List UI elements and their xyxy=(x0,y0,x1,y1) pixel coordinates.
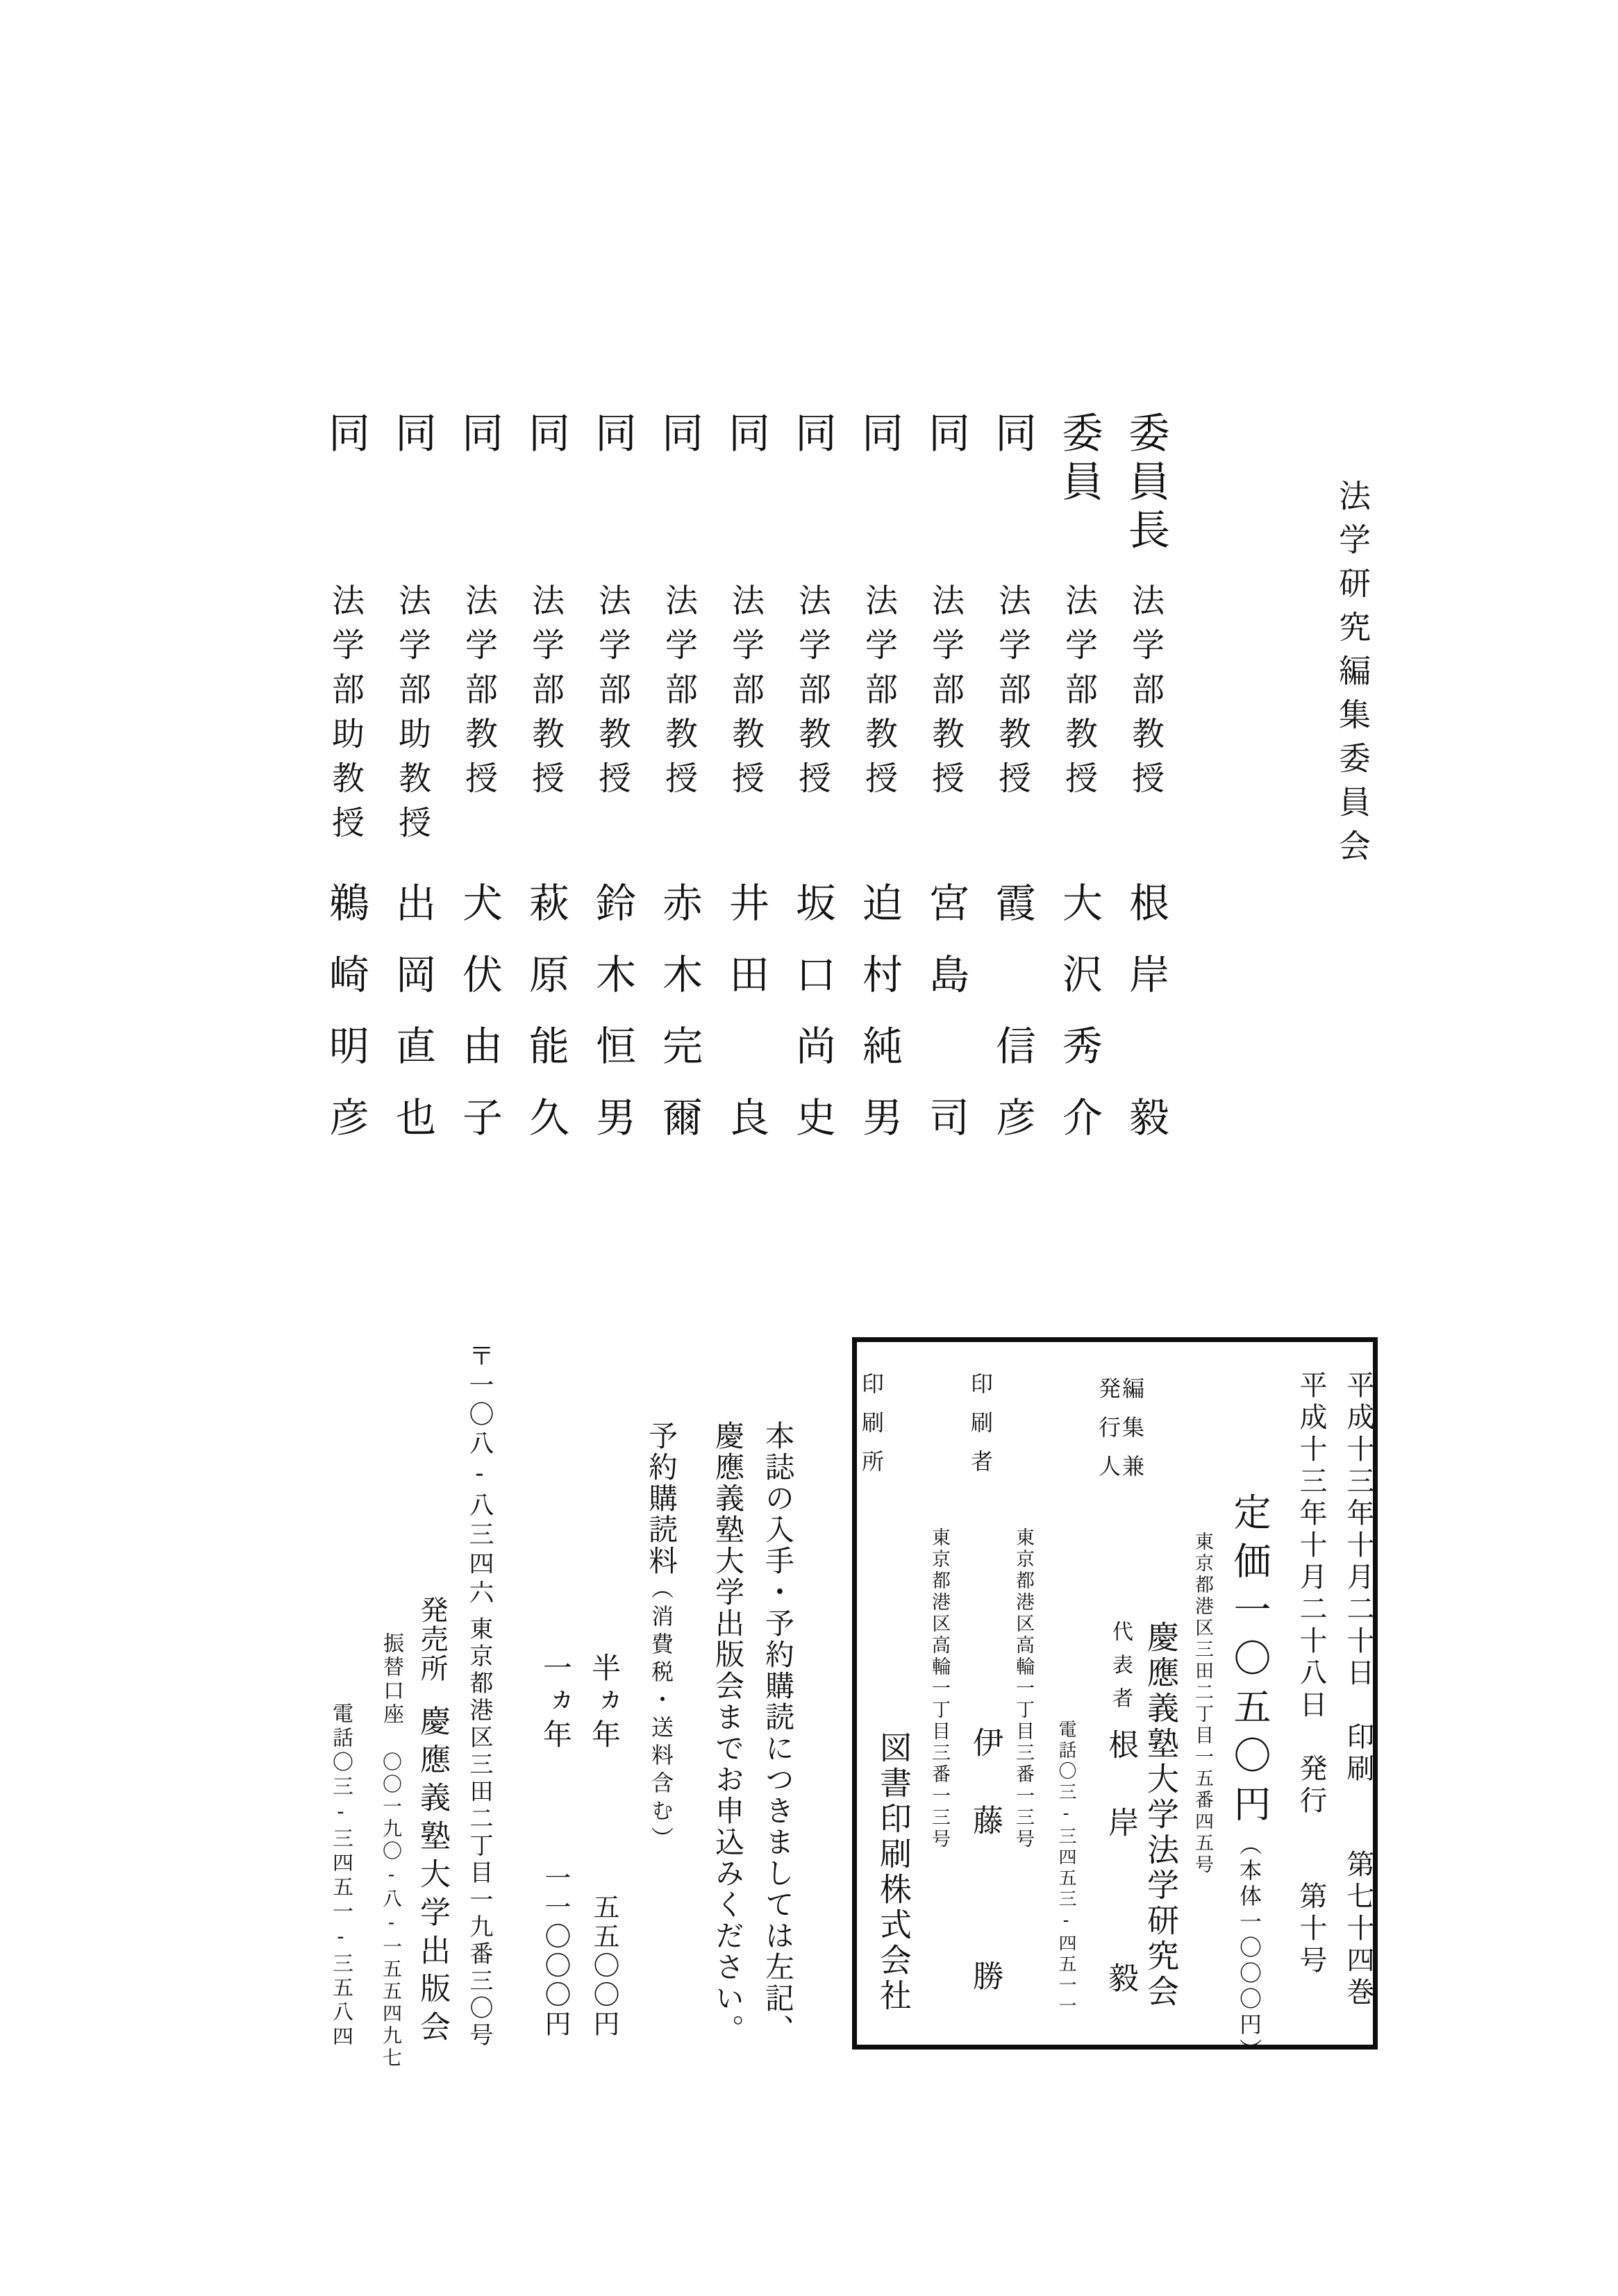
printer-address: 東京都港区高輪一丁目三番一三号 xyxy=(1012,1527,1034,1850)
publisher-address: 東京都港区三田二丁目一五番四五号 xyxy=(1192,1532,1213,1876)
committee-row-name: 根岸 毅 xyxy=(1122,882,1169,1168)
committee-row-label: 同 xyxy=(921,411,970,460)
committee-row-label: 委員長 xyxy=(1121,411,1170,557)
subscription-fee-label: 予約購読料 xyxy=(644,1421,678,1577)
price-line xyxy=(1228,1493,1271,2064)
seller-postal-code: 〒一〇八-八三四六 xyxy=(465,1343,494,1609)
committee-row-name: 坂口尚史 xyxy=(789,882,836,1168)
committee-row-label: 同 xyxy=(322,411,370,460)
subscription-note-line1: 本誌の入手・予約購読につきましては左記、 xyxy=(761,1421,795,2045)
committee-row-label: 同 xyxy=(722,411,770,460)
publisher-phone: 電話〇三-三四五三-四五一一 xyxy=(1056,1720,1076,2017)
half-year-label: 半ヵ年 xyxy=(587,1652,622,1752)
committee-row-name: 迫村純男 xyxy=(856,882,903,1168)
committee-row-title: 法学部教授 xyxy=(1060,583,1098,805)
committee-row-label: 同 xyxy=(455,411,503,460)
committee-row-label: 同 xyxy=(855,411,903,460)
subscription-fee-line xyxy=(644,1421,678,1854)
committee-row-name: 犬伏由子 xyxy=(456,882,503,1168)
transfer-account-label: 振替口座 xyxy=(379,1632,403,1727)
committee-row-name: 出岡直也 xyxy=(389,882,436,1168)
committee-row-title: 法学部教授 xyxy=(926,583,965,805)
committee-row-name: 大沢秀介 xyxy=(1056,882,1103,1168)
page-title: 法学研究編集委員会 xyxy=(1334,479,1371,873)
issue-date-line: 平成十三年十月二十八日 発行 第十号 xyxy=(1295,1371,1327,1977)
committee-row-title: 法学部教授 xyxy=(726,583,765,805)
publisher-name: 慶應義塾大学法学研究会 xyxy=(1142,1620,1180,2010)
committee-row-label: 同 xyxy=(522,411,570,460)
committee-row-name: 宮島 司 xyxy=(922,882,969,1168)
representative-label: 代表者 xyxy=(1108,1620,1133,1720)
committee-row-title: 法学部教授 xyxy=(660,583,698,805)
committee-row-title: 法学部助教授 xyxy=(393,583,431,850)
committee-row-label: 委員 xyxy=(1055,411,1103,508)
committee-row-title: 法学部教授 xyxy=(1126,583,1165,805)
printer-label: 印刷者 xyxy=(967,1372,994,1489)
committee-row-label: 同 xyxy=(588,411,637,460)
committee-row-title: 法学部教授 xyxy=(526,583,565,805)
price-note: ︵本体一〇〇〇円︶ xyxy=(1236,1833,1262,2064)
committee-row-name: 鵜崎明彦 xyxy=(322,882,369,1168)
print-date-line: 平成十三年十月二十日 印刷 第七十四巻 xyxy=(1342,1371,1374,2009)
printshop-address: 東京都港区高輪一丁目三番一三号 xyxy=(928,1527,950,1850)
committee-row-label: 同 xyxy=(988,411,1037,460)
printer-name: 伊藤 勝 xyxy=(967,1727,1003,2038)
committee-row-name: 井田 良 xyxy=(722,882,769,1168)
committee-row-label: 同 xyxy=(655,411,703,460)
publisher-label-right: 編集兼 xyxy=(1119,1377,1145,1493)
full-year-price: 一一〇〇〇円 xyxy=(540,1864,571,2039)
publisher-label-left: 発行人 xyxy=(1095,1377,1121,1493)
transfer-account-number: 〇〇一九〇-八-一五五四九七 xyxy=(380,1752,403,2070)
committee-row-name: 鈴木恒男 xyxy=(589,882,636,1168)
committee-row-title: 法学部助教授 xyxy=(326,583,365,850)
committee-row-title: 法学部教授 xyxy=(860,583,898,805)
price-main: 定価一〇五〇円 xyxy=(1228,1493,1271,1833)
committee-row-title: 法学部教授 xyxy=(593,583,631,805)
committee-row-title: 法学部教授 xyxy=(460,583,498,805)
seller-label: 発売所 xyxy=(416,1595,448,1683)
half-year-price: 五五〇〇円 xyxy=(589,1893,619,2039)
committee-row-name: 赤木完爾 xyxy=(656,882,703,1168)
printshop-label: 印刷所 xyxy=(858,1372,885,1489)
committee-row-title: 法学部教授 xyxy=(793,583,831,805)
printshop-name: 図書印刷株式会社 xyxy=(875,1731,912,2014)
seller-phone: 電話〇三-三四五一-三五八四 xyxy=(328,1702,353,2050)
committee-row-label: 同 xyxy=(788,411,837,460)
committee-row-title: 法学部教授 xyxy=(993,583,1031,805)
seller-name: 慶應義塾大学出版会 xyxy=(415,1705,450,2049)
full-year-label: 一ヵ年 xyxy=(539,1652,573,1752)
seller-address: 東京都港区三田二丁目一九番三〇号 xyxy=(465,1616,493,2050)
committee-row-label: 同 xyxy=(388,411,437,460)
committee-row-name: 萩原能久 xyxy=(522,882,569,1168)
representative-name: 根岸 毅 xyxy=(1103,1729,1138,2040)
committee-row-name: 霞 信彦 xyxy=(989,882,1036,1168)
subscription-fee-note: ︵消費税・送料含む︶ xyxy=(648,1577,674,1854)
subscription-note-line2: 慶應義塾大学出版会までお申込みください。 xyxy=(711,1421,745,2045)
